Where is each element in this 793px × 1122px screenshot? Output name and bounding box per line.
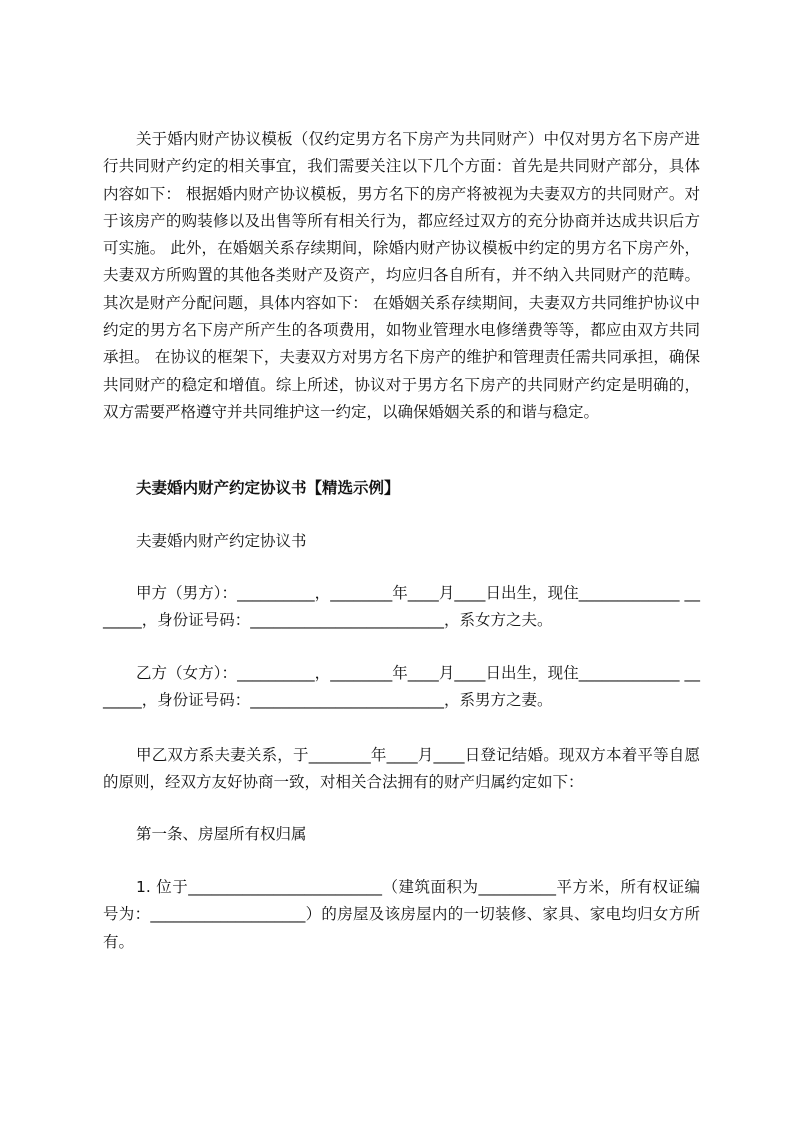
party-b-paragraph: 乙方（女方）：__________，________年____月____日出生，现住_____________ _______，身份证号码：_________________________，系男方之妻。	[103, 664, 700, 710]
intro-paragraph: 关于婚内财产协议模板（仅约定男方名下房产为共同财产）中仅对男方名下房产进行共同财产约定的相关事宜，我们需要关注以下几个方面：首先是共同财产部分，具体内容如下： 根据婚内财产协议模板，男方名下的房产将被视为夫妻双方的共同财产。对于该房产的购装修以及出售等所有相关行为，都应经过双方的充分协商并达成共识后方可实施。 此外，在婚姻关系存续期间，除婚内财产协议模板中约定的男方名下房产外，夫妻双方所购置的其他各类财产及资产，均应归各自所有，并不纳入共同财产的范畴。其次是财产分配问题，具体内容如下： 在婚姻关系存续期间，夫妻双方共同维护协议中约定的男方名下房产所产生的各项费用，如物业管理水电修缮费等等，都应由双方共同承担。 在协议的框架下，夫妻双方对男方名下房产的维护和管理责任需共同承担，确保共同财产的稳定和增值。综上所述，协议对于男方名下房产的共同财产约定是明确的，双方需要严格遵守并共同维护这一约定，以确保婚姻关系的和谐与稳定。	[103, 130, 700, 421]
article-one-heading: 第一条、房屋所有权归属	[136, 825, 307, 843]
party-a-paragraph: 甲方（男方）：__________，________年____月____日出生，现住_____________ _______，身份证号码：_________________________，系女方之夫。	[103, 584, 700, 630]
marriage-statement-paragraph: 甲乙双方系夫妻关系，于________年____月____日登记结婚。现双方本着平等自愿的原则，经双方友好协商一致，对相关合法拥有的财产归属约定如下：	[103, 746, 700, 792]
agreement-title: 夫妻婚内财产约定协议书	[136, 532, 307, 550]
section-heading: 夫妻婚内财产约定协议书【精选示例】	[136, 479, 400, 497]
article-one-item-1: 1. 位于_________________________（建筑面积为__________平方米，所有权证编号为：____________________）的房屋及该房屋内的一切装修、家具、家电均归女方所有。	[103, 878, 700, 951]
